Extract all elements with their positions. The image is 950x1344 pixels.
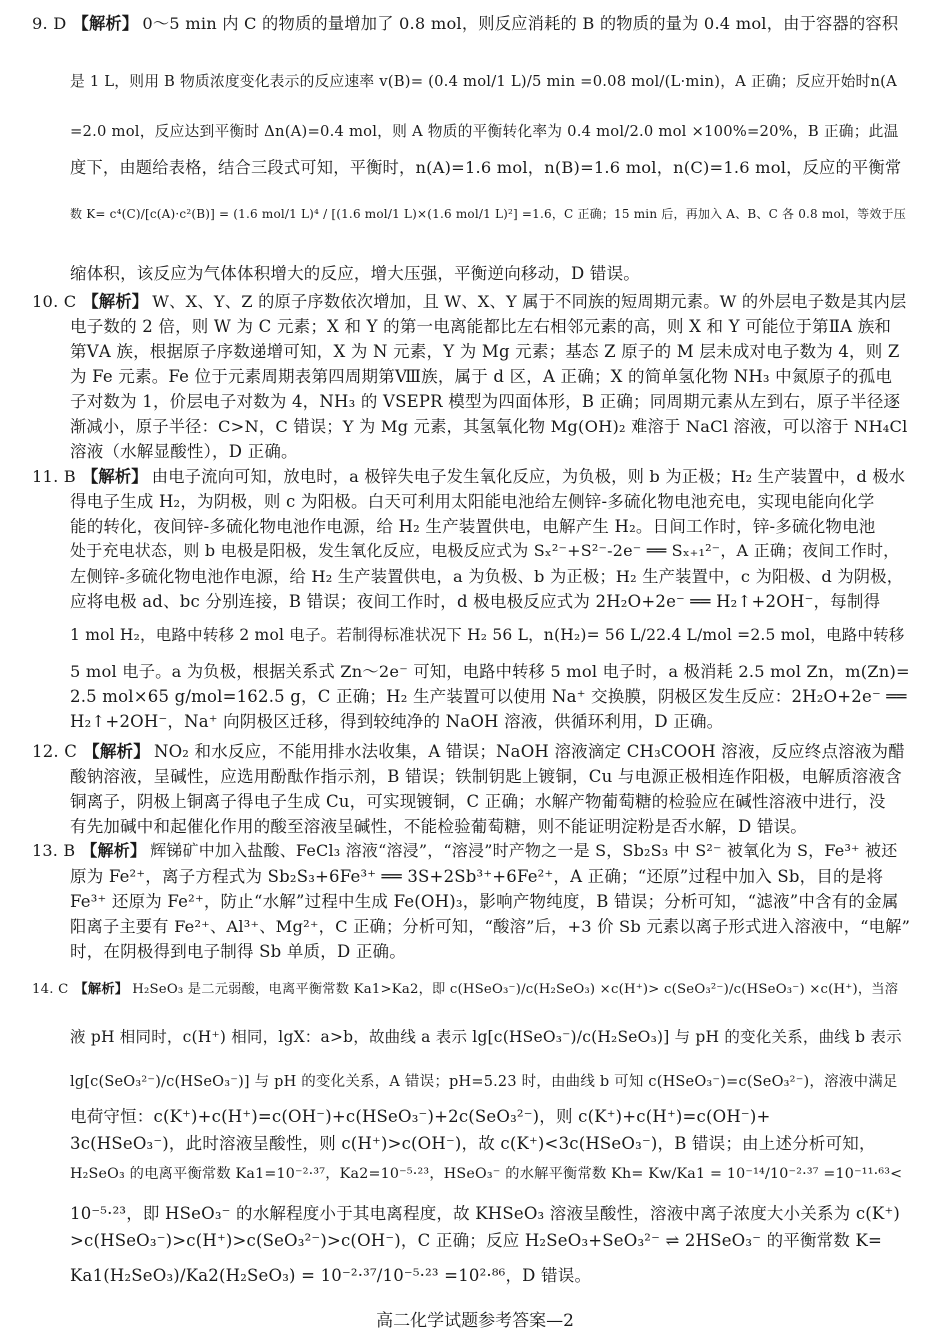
answer-12-line-1: 12. C 【解析】 NO₂ 和水反应，不能用排水法收集，A 错误；NaOH 溶液滴定 CH₃COOH 溶液，反应终点溶液为醋 bbox=[32, 742, 905, 761]
answer-11-line-2: 得电子生成 H₂，为阴极，则 c 为阳极。白天可利用太阳能电池给左侧锌-多硫化物电池充电，实现电能向化学 bbox=[70, 492, 875, 511]
answer-9-line-1: 9. D 【解析】 0～5 min 内 C 的物质的量增加了 0.8 mol，则反应消耗的 B 的物质的量为 0.4 mol，由于容器的容积 bbox=[32, 14, 899, 33]
answer-12-line-3: 铜离子，阴极上铜离子得电子生成 Cu，可实现镀铜，C 正确；水解产物葡萄糖的检验应在碱性溶液中进行，没 bbox=[70, 792, 886, 811]
answer-11-line-9: 2.5 mol×65 g/mol=162.5 g，C 正确；H₂ 生产装置可以使用 Na⁺ 交换膜，阴极区发生反应：2H₂O+2e⁻ ══ bbox=[70, 687, 907, 706]
answer-14-line-8: >c(HSeO₃⁻)>c(H⁺)>c(SeO₃²⁻)>c(OH⁻)，C 正确；反应 H₂SeO₃+SeO₃²⁻ ⇌ 2HSeO₃⁻ 的平衡常数 K= bbox=[70, 1231, 883, 1250]
answer-11-line-7: 1 mol H₂，电路中转移 2 mol 电子。若制得标准状况下 H₂ 56 L，n(H₂)= 56 L/22.4 L/mol =2.5 mol，电路中转移 bbox=[70, 626, 905, 644]
answer-10-line-7: 溶液（水解显酸性），D 正确。 bbox=[70, 442, 298, 461]
answer-11-line-5: 左侧锌-多硫化物电池作电源，给 H₂ 生产装置供电，a 为负极、b 为正极；H₂ 生产装置中，c 为阳极、d 为阴极， bbox=[70, 567, 904, 586]
answer-14-line-3: lg[c(SeO₃²⁻)/c(HSeO₃⁻)] 与 pH 的变化关系，A 错误；pH=5.23 时，由曲线 b 可知 c(HSeO₃⁻)=c(SeO₃²⁻)，溶液中满足 bbox=[70, 1074, 898, 1090]
answer-11-tag: 【解析】 bbox=[81, 467, 148, 486]
answer-10-number: 10. C bbox=[32, 292, 77, 311]
answer-11-line-6: 应将电极 ad、bc 分别连接，B 错误；夜间工作时，d 极电极反应式为 2H₂O+2e⁻ ══ H₂↑+2OH⁻，每制得 bbox=[70, 592, 881, 611]
answer-9-line-2: 是 1 L，则用 B 物质浓度变化表示的反应速率 v(B)= (0.4 mol/1 L)/5 min =0.08 mol/(L·min)，A 正确；反应开始时n(A bbox=[70, 73, 897, 90]
page-footer: 高二化学试题参考答案—2 bbox=[376, 1311, 574, 1331]
answer-14-line-1: 14. C 【解析】 H₂SeO₃ 是二元弱酸，电离平衡常数 Ka1>Ka2，即 c(HSeO₃⁻)/c(H₂SeO₃) ×c(H⁺)> c(SeO₃²⁻)/c(HSeO₃⁻) ×c(H⁺)，当溶 bbox=[32, 982, 899, 997]
answer-13-tag: 【解析】 bbox=[81, 841, 147, 860]
answer-14-line-9: Ka1(H₂SeO₃)/Ka2(H₂SeO₃) = 10⁻²·³⁷/10⁻⁵·²³ =10²·⁸⁶，D 错误。 bbox=[70, 1266, 592, 1285]
answer-9-line-4: 度下，由题给表格，结合三段式可知，平衡时，n(A)=1.6 mol，n(B)=1.6 mol，n(C)=1.6 mol，反应的平衡常 bbox=[70, 158, 902, 177]
answer-11-line-3: 能的转化，夜间锌-多硫化物电池作电源，给 H₂ 生产装置供电，电解产生 H₂。日间工作时，锌-多硫化物电池 bbox=[70, 517, 876, 536]
answer-11-line-4: 处于充电状态，则 b 电极是阳极，发生氧化反应，电极反应式为 Sₓ²⁻+S²⁻-2e⁻ ══ Sₓ₊₁²⁻，A 正确；夜间工作时， bbox=[70, 541, 900, 560]
answer-10-line-3: 第ⅤA 族，根据原子序数递增可知，X 为 N 元素，Y 为 Mg 元素；基态 Z 原子的 M 层未成对电子数为 4，则 Z bbox=[70, 342, 900, 361]
answer-14-line-2: 液 pH 相同时，c(H⁺) 相同，lgX：a>b，故曲线 a 表示 lg[c(HSeO₃⁻)/c(H₂SeO₃)] 与 pH 的变化关系，曲线 b 表示 bbox=[70, 1028, 902, 1046]
answer-9-tag: 【解析】 bbox=[72, 14, 139, 33]
answer-14-line-6: H₂SeO₃ 的电离平衡常数 Ka1=10⁻²·³⁷，Ka2=10⁻⁵·²³，HSeO₃⁻ 的水解平衡常数 Kh= Kw/Ka1 = 10⁻¹⁴/10⁻²·³⁷ =10⁻¹¹·⁶³< bbox=[70, 1166, 903, 1182]
answer-11-number: 11. B bbox=[32, 467, 76, 486]
answer-10-line-2: 电子数的 2 倍，则 W 为 C 元素；X 和 Y 的第一电离能都比左右相邻元素的高，则 X 和 Y 可能位于第ⅡA 族和 bbox=[70, 317, 892, 336]
answer-10-line-4: 为 Fe 元素。Fe 位于元素周期表第四周期第Ⅷ族，属于 d 区，A 正确；X 的简单氢化物 NH₃ 中氮原子的孤电 bbox=[70, 367, 893, 386]
answer-12-line-2: 酸钠溶液，呈碱性，应选用酚酞作指示剂，B 错误；铁制钥匙上镀铜，Cu 与电源正极相连作阳极，电解质溶液含 bbox=[70, 767, 902, 786]
answer-9-line-5: 数 K= c⁴(C)/[c(A)·c²(B)] = (1.6 mol/1 L)⁴ / [(1.6 mol/1 L)×(1.6 mol/1 L)²] =1.6，C 正确；15 min 后，再加入 A、B、C 各 0.8 mol，等效于压 bbox=[70, 207, 906, 221]
answer-14-line-5: 3c(HSeO₃⁻)，此时溶液呈酸性，则 c(H⁺)>c(OH⁻)，故 c(K⁺)<3c(HSeO₃⁻)，B 错误；由上述分析可知， bbox=[70, 1134, 876, 1153]
answer-9-line-6: 缩体积，该反应为气体体积增大的反应，增大压强，平衡逆向移动，D 错误。 bbox=[70, 264, 640, 283]
answer-10-tag: 【解析】 bbox=[82, 292, 149, 311]
answer-10-line-6: 渐减小，原子半径：C>N，C 错误；Y 为 Mg 元素，其氢氧化物 Mg(OH)₂ 难溶于 NaCl 溶液，可以溶于 NH₄Cl bbox=[70, 417, 908, 436]
answer-14-number: 14. C bbox=[32, 982, 69, 997]
answer-9-line-3: =2.0 mol，反应达到平衡时 Δn(A)=0.4 mol，则 A 物质的平衡转化率为 0.4 mol/2.0 mol ×100%=20%，B 正确；此温 bbox=[70, 123, 899, 140]
answer-12-tag: 【解析】 bbox=[83, 742, 150, 761]
answer-12-number: 12. C bbox=[32, 742, 78, 761]
answer-10-line-5: 子对数为 1，价层电子对数为 4，NH₃ 的 VSEPR 模型为四面体形，B 正确；同周期元素从左到右，原子半径逐 bbox=[70, 392, 901, 411]
answer-14-tag: 【解析】 bbox=[74, 982, 129, 997]
answer-12-line-4: 有先加碱中和起催化作用的酸至溶液呈碱性，不能检验葡萄糖，则不能证明淀粉是否水解，D 错误。 bbox=[70, 817, 807, 836]
answer-13-line-3: Fe³⁺ 还原为 Fe²⁺，防止“水解”过程中生成 Fe(OH)₃，影响产物纯度，B 错误；分析可知，“滤液”中含有的金属 bbox=[70, 892, 899, 911]
answer-11-line-8: 5 mol 电子。a 为负极，根据关系式 Zn～2e⁻ 可知，电路中转移 5 mol 电子时，a 极消耗 2.5 mol Zn，m(Zn)= bbox=[70, 662, 910, 681]
answer-11-line-10: H₂↑+2OH⁻，Na⁺ 向阴极区迁移，得到较纯净的 NaOH 溶液，供循环利用，D 正确。 bbox=[70, 712, 724, 731]
answer-13-line-1: 13. B 【解析】 辉锑矿中加入盐酸、FeCl₃ 溶液“溶浸”，“溶浸”时产物之一是 S，Sb₂S₃ 中 S²⁻ 被氧化为 S，Fe³⁺ 被还 bbox=[32, 841, 898, 860]
answer-13-number: 13. B bbox=[32, 841, 76, 860]
answer-14-line-7: 10⁻⁵·²³，即 HSeO₃⁻ 的水解程度小于其电离程度，故 KHSeO₃ 溶液呈酸性，溶液中离子浓度大小关系为 c(K⁺) bbox=[70, 1204, 901, 1223]
answer-13-line-5: 时，在阴极得到电子制得 Sb 单质，D 正确。 bbox=[70, 942, 406, 961]
answer-9-number: 9. D bbox=[32, 14, 67, 33]
answer-11-line-1: 11. B 【解析】 由电子流向可知，放电时，a 极锌失电子发生氧化反应，为负极，则 b 为正极；H₂ 生产装置中，d 极水 bbox=[32, 467, 906, 486]
answer-14-line-4: 电荷守恒：c(K⁺)+c(H⁺)=c(OH⁻)+c(HSeO₃⁻)+2c(SeO₃²⁻)，则 c(K⁺)+c(H⁺)=c(OH⁻)+ bbox=[70, 1107, 771, 1126]
answer-13-line-2: 原为 Fe²⁺，离子方程式为 Sb₂S₃+6Fe³⁺ ══ 3S+2Sb³⁺+6Fe²⁺，A 正确；“还原”过程中加入 Sb，目的是将 bbox=[70, 867, 884, 886]
answer-10-line-1: 10. C 【解析】 W、X、Y、Z 的原子序数依次增加，且 W、X、Y 属于不同族的短周期元素。W 的外层电子数是其内层 bbox=[32, 292, 907, 311]
answer-13-line-4: 阳离子主要有 Fe²⁺、Al³⁺、Mg²⁺，C 正确；分析可知，“酸溶”后，+3 价 Sb 元素以离子形式进入溶液中，“电解” bbox=[70, 917, 910, 936]
